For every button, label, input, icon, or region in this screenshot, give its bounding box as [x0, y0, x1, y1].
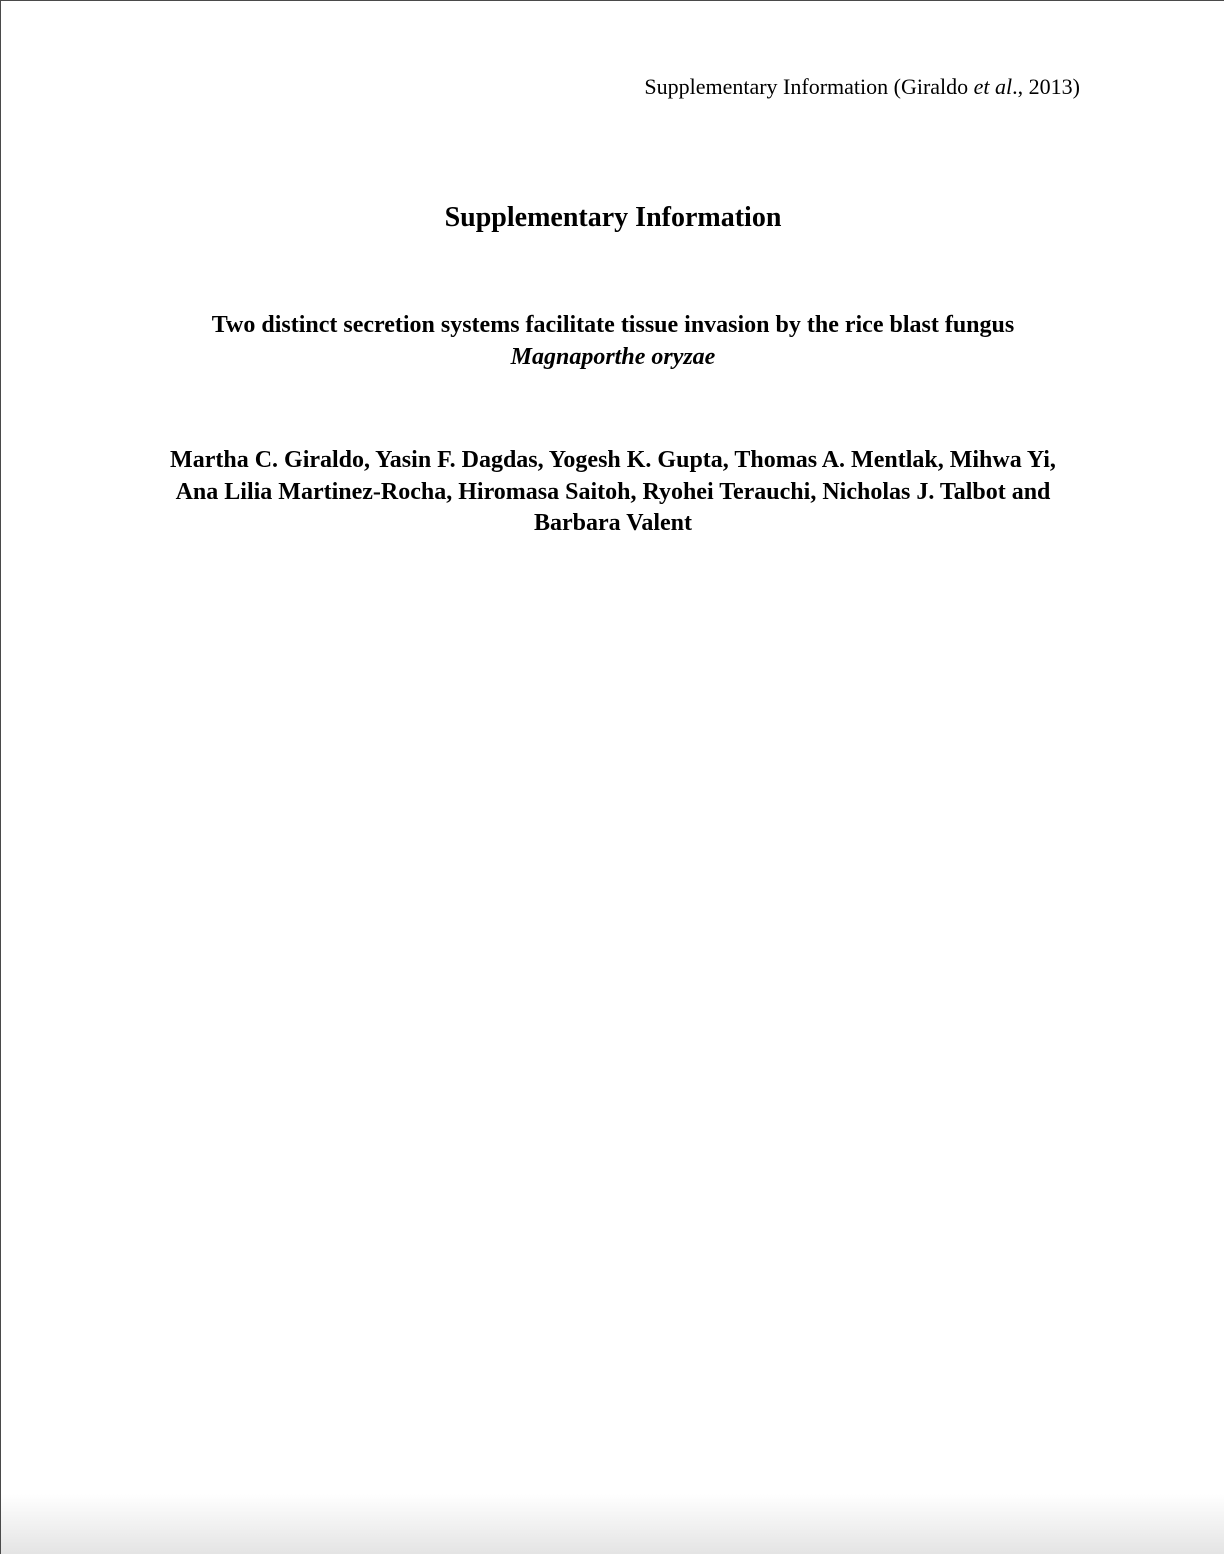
author-line: Barbara Valent	[533, 510, 692, 536]
author-line: Ana Lilia Martinez-Rocha, Hiromasa Saitoh, Ryohei Terauchi, Nicholas J. Talbot and	[175, 478, 1051, 505]
running-header	[644, 73, 1080, 101]
bottom-shadow	[1, 1494, 1224, 1554]
author-line: Martha C. Giraldo, Yasin F. Dagdas, Yogesh K. Gupta, Thomas A. Mentlak, Mihwa Yi,	[170, 447, 1056, 473]
author-list	[151, 445, 1075, 540]
running-header-et-al: et al	[973, 74, 1013, 99]
paper-title	[151, 309, 1075, 373]
paper-title-main: Two distinct secretion systems facilitate tissue invasion by the rice blast fungus	[211, 312, 1015, 338]
document-title: Supplementary Information	[444, 202, 782, 233]
running-header-suffix: ., 2013)	[1012, 74, 1080, 99]
running-header-prefix: Supplementary Information (Giraldo	[644, 74, 974, 99]
paper-title-organism: Magnaporthe oryzae	[510, 344, 716, 370]
